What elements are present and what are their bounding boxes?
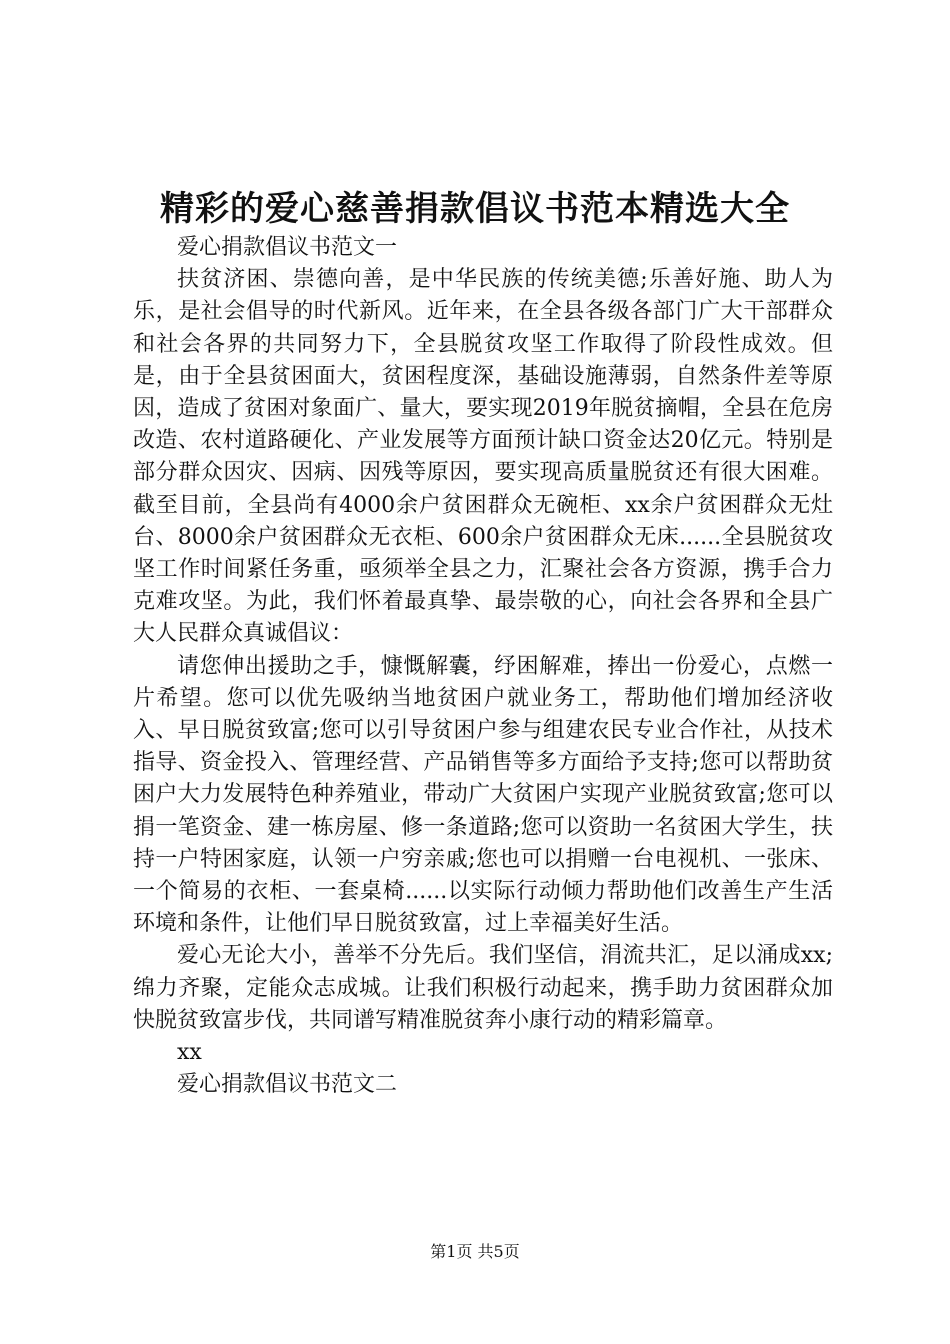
signature-line: xx: [177, 1040, 202, 1066]
document-body: [133, 232, 833, 1101]
section-heading-2: 爱心捐款倡议书范文二: [177, 1072, 398, 1098]
paragraph-appeal: 请您伸出援助之手，慷慨解囊，纾困解难，捧出一份爱心，点燃一片希望。您可以优先吸纳当地贫困户就业务工，帮助他们增加经济收入、早日脱贫致富;您可以引导贫困户参与组建农民专业合作社，从技术指导、资金投入、管理经营、产品销售等多方面给予支持;您可以帮助贫困户大力发展特色种养殖业，带动广大贫困户实现产业脱贫致富;您可以捐一笔资金、建一栋房屋、修一条道路;您可以资助一名贫困大学生，扶持一户特困家庭，认领一户穷亲戚;您也可以捐赠一台电视机、一张床、一个简易的衣柜、一套桌椅......以实际行动倾力帮助他们改善生产生活环境和条件，让他们早日脱贫致富，过上幸福美好生活。: [133, 653, 833, 937]
section-heading-1: 爱心捐款倡议书范文一: [177, 235, 398, 260]
paragraph-closing: 爱心无论大小，善举不分先后。我们坚信，涓流共汇，足以涌成xx;绵力齐聚，定能众志成城。让我们积极行动起来，携手助力贫困群众加快脱贫致富步伐，共同谱写精准脱贫奔小康行动的精彩篇章。: [133, 943, 833, 1033]
document-title: 精彩的爱心慈善捐款倡议书范本精选大全: [160, 189, 790, 229]
paragraph-intro: 扶贫济困、崇德向善，是中华民族的传统美德;乐善好施、助人为乐，是社会倡导的时代新风。近年来，在全县各级各部门广大干部群众和社会各界的共同努力下，全县脱贫攻坚工作取得了阶段性成效。但是，由于全县贫困面大，贫困程度深，基础设施薄弱，自然条件差等原因，造成了贫困对象面广、量大，要实现2019年脱贫摘帽，全县在危房改造、农村道路硬化、产业发展等方面预计缺口资金达20亿元。特别是部分群众因灾、因病、因残等原因，要实现高质量脱贫还有很大困难。截至目前，全县尚有4000余户贫困群众无碗柜、xx余户贫困群众无灶台、8000余户贫困群众无衣柜、600余户贫困群众无床......全县脱贫攻坚工作时间紧任务重，亟须举全县之力，汇聚社会各方资源，携手合力克难攻坚。为此，我们怀着最真挚、最崇敬的心，向社会各界和全县广大人民群众真诚倡议：: [133, 267, 833, 647]
page-footer: 第1页 共5页: [430, 1242, 520, 1261]
